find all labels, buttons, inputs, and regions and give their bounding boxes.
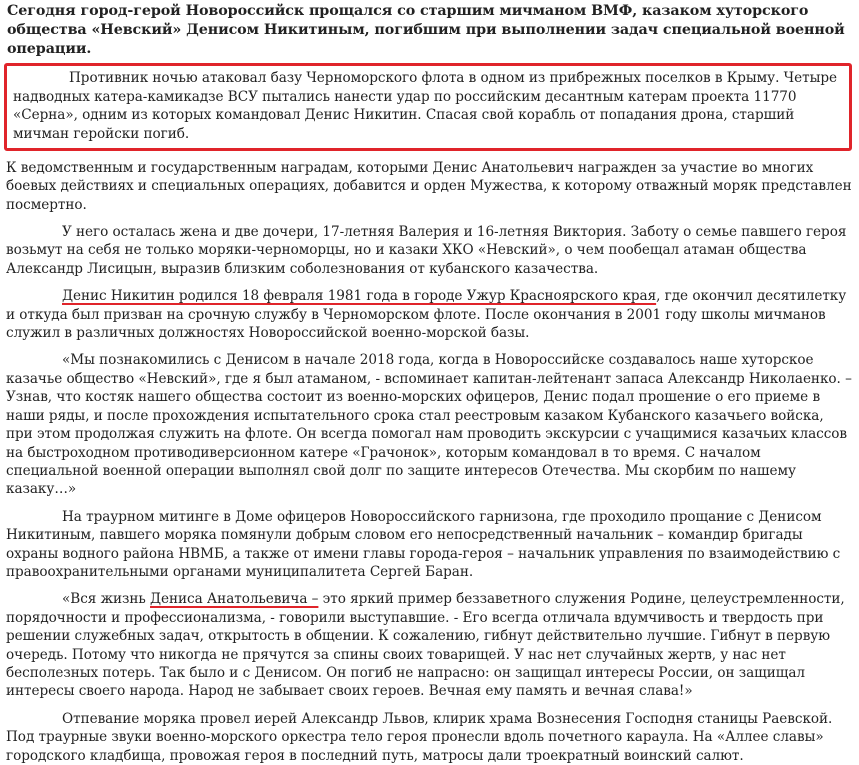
paragraph-quote-speakers [6,590,852,700]
paragraph-biography [6,287,852,342]
article-body [6,0,852,765]
highlight-box [4,63,852,151]
underlined-birth-info: Денис Никитин родился 18 февраля 1981 года в городе Ужур Красноярского края [62,288,657,305]
quote-start: «Вся жизнь [62,591,151,608]
article-lead: Сегодня город-герой Новороссийск прощался со старшим мичманом ВМФ, казаком хуторского общества «Невский» Денисом Никитиным, погибшим при выполнении задач специальной военной операции. [7,3,845,57]
paragraph-family: У него осталась жена и две дочери, 17-летняя Валерия и 16-летняя Виктория. Заботу о семье павшего героя возьмут на себя не только моряки-черноморцы, но и казаки ХКО «Невский», о чем пообещал атаман общества Александр Лисицын, выразив близким соболезнования от кубанского казачества. [6,224,847,277]
biography-rest: , где окончил десятилетку и откуда был призван на срочную службу в Черноморском флоте. После окончания в 2001 году школы мичманов служил в различных должностях Новороссийской военно-морской базы. [6,288,847,342]
underlined-name: Дениса Анатольевича – [150,591,319,608]
paragraph-funeral: Отпевание моряка провел иерей Александр Львов, клирик храма Вознесения Господня станицы Раевской. Под траурные звуки военно-морского оркестра тело героя пронесли вдоль почетного караула. На «Аллее славы» городского кладбища, провожая героя в последний путь, матросы дали троекратный воинский салют. [6,710,833,764]
paragraph-memorial-meeting: На траурном митинге в Доме офицеров Новороссийского гарнизона, где проходило прощание с Денисом Никитиным, павшего моряка помянули добрым словом его непосредственный начальник – командир бригады охраны водного района НВМБ, а также от имени главы города-героя – начальник управления по взаимодействию с правоохранительными органами муниципалитета Сергей Баран. [6,508,841,580]
highlight-paragraph: Противник ночью атаковал базу Черноморского флота в одном из прибрежных поселков в Крыму. Четыре надводных катера-камикадзе ВСУ пытались нанести удар по российским десантным катерам проекта 11770 «Серна», одним из которых командовал Денис Никитин. Спасая свой корабль от попадания дрона, старший мичман геройски погиб. [13,70,837,143]
quote-rest: это яркий пример беззаветного служения Родине, целеустремленности, порядочности и профессионализма, - говорили выступавшие. - Его всегда отличала вдумчивость и твердость при решении служебных задач, открытость в общении. К сожалению, гибнут действительно лучшие. Гибнут в первую очередь. Потому что никогда не прячутся за спины своих товарищей. У нас нет случайных жертв, у нас нет бесполезных потерь. Так было и с Денисом. Он погиб не напрасно: он защищал интересы России, он защищал интересы своего народа. Народ не забывает своих героев. Вечная ему память и вечная слава!» [6,591,845,700]
paragraph-awards: К ведомственным и государственным наградам, которыми Денис Анатольевич награжден за участие во многих боевых действиях и специальных операциях, добавится и орден Мужества, к которому отважный моряк представлен посмертно. [6,159,852,213]
paragraph-quote-nikolaenko: «Мы познакомились с Денисом в начале 2018 года, когда в Новороссийске создавалось наше хуторское казачье общество «Невский», где я был атаманом, - вспоминает капитан-лейтенант запаса Александр Николаенко. – Узнав, что костяк нашего общества состоит из военно-морских офицеров, Денис подал прошение о его приеме в наши ряды, и после прохождения испытательного срока стал реестровым казаком Кубанского казачьего войска, при этом продолжая служить на флоте. Он всегда помогал нам проводить экскурсии с учащимися казачьих классов на быстроходном противодиверсионном катере «Грачонок», которым командовал в то время. С началом специальной военной операции выполнял свой долг по защите интересов Отечества. Мы скорбим по нашему казаку…» [6,352,852,498]
